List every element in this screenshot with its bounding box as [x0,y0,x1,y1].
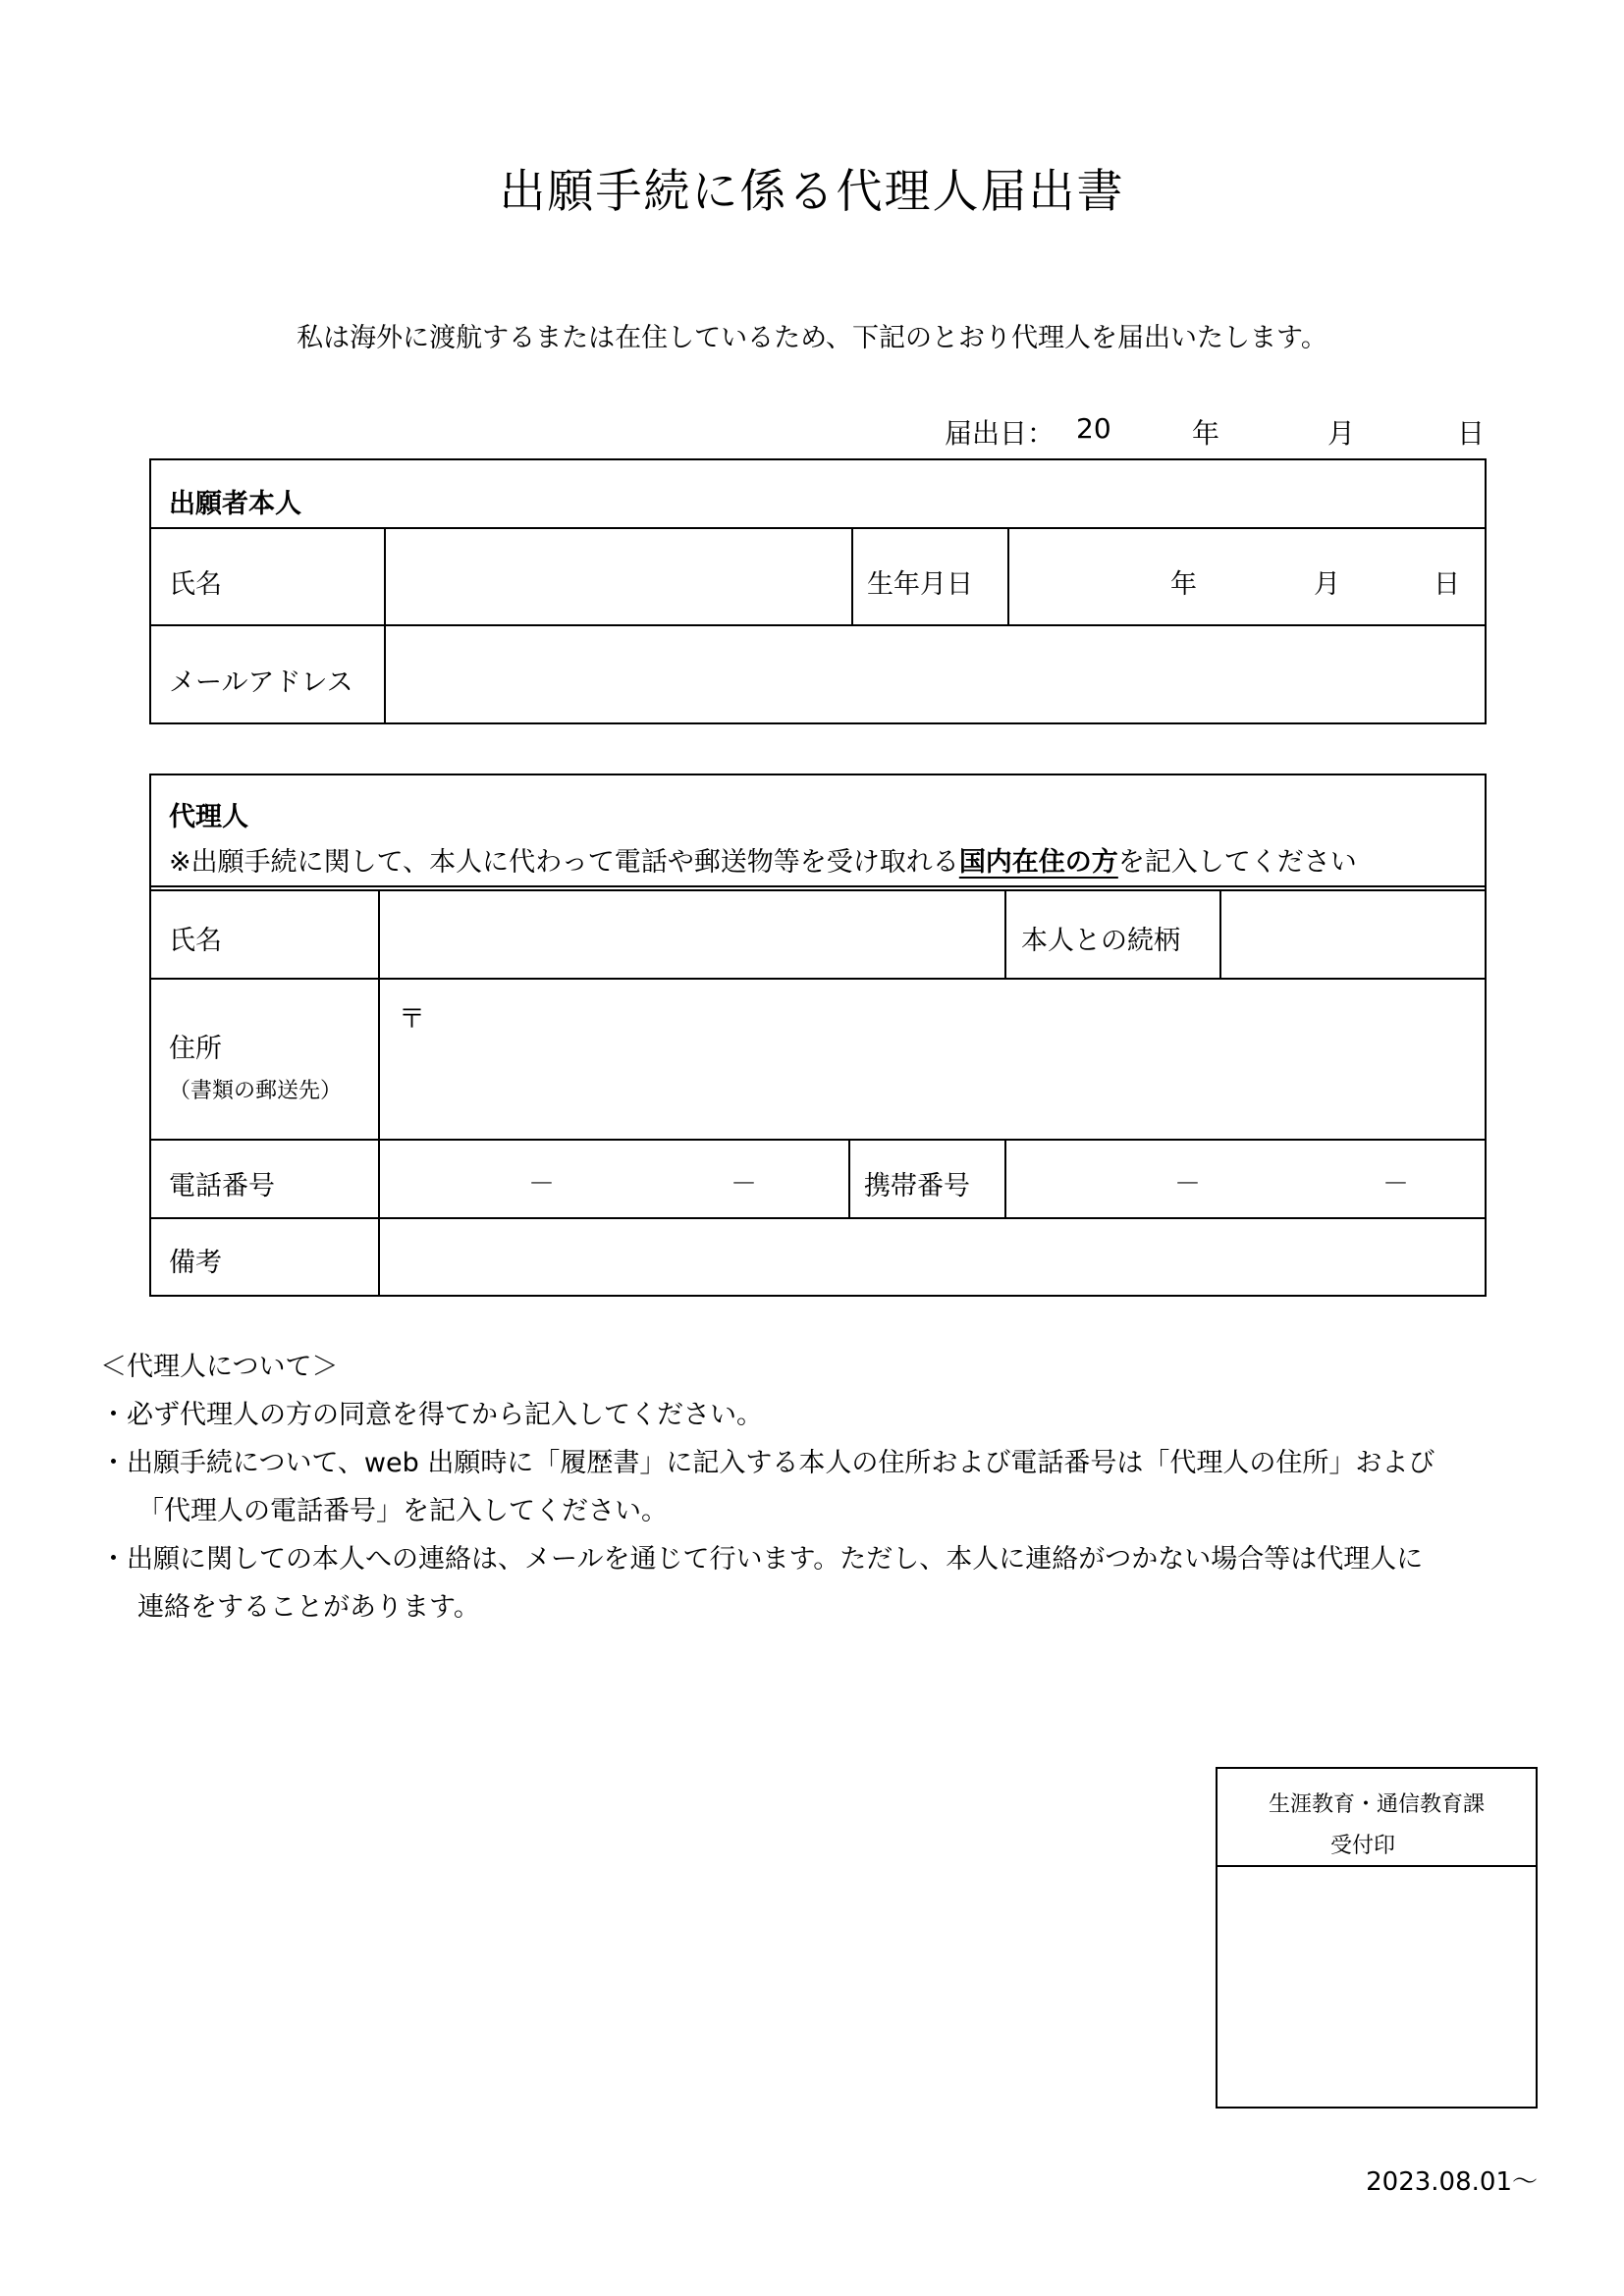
intro-statement: 私は海外に渡航するまたは在住しているため、下記のとおり代理人を届出いたします。 [297,323,1327,353]
document-title: 出願手続に係る代理人届出書 [499,165,1125,219]
notes-item-continuation: 「代理人の電話番号」を記入してください。 [137,1496,668,1526]
agent-col-divider-name [1004,889,1006,978]
applicant-table [149,458,1487,724]
submission-date-label: 届出日： [945,417,1056,450]
applicant-email-label: メールアドレス [169,667,353,698]
agent-table [149,774,1487,1297]
notes-item: ・出願に関しての本人への連絡は、メールを通じて行います。ただし、本人に連絡がつかない場合等は代理人に [100,1544,1424,1575]
notes-item: ・出願手続について、web 出願時に「履歴書」に記入する本人の住所および電話番号は「代理人の住所」および [100,1448,1435,1478]
agent-mobile-label: 携帯番号 [864,1171,970,1201]
applicant-col-divider-3 [1007,527,1009,624]
applicant-col-divider [384,527,386,722]
submission-month-field[interactable] [1229,410,1324,446]
agent-name-label: 氏名 [169,926,222,956]
applicant-birthdate-field[interactable] [1011,529,1483,623]
submission-date-month: 月 [1327,417,1356,450]
notes-heading: ＜代理人について＞ [100,1352,339,1382]
agent-notes [100,1343,1435,1631]
applicant-birth-month: 月 [1314,569,1340,600]
submission-day-field[interactable] [1365,410,1453,446]
notes-item: ・必ず代理人の方の同意を得てから記入してください。 [100,1400,763,1430]
submission-year-field[interactable] [1110,410,1188,446]
agent-phone-field[interactable] [382,1141,846,1215]
agent-note-emphasis: 国内在住の方 [958,847,1118,878]
submission-date-day: 日 [1457,417,1486,450]
reception-stamp-box [1216,1767,1538,2109]
applicant-name-label: 氏名 [169,569,222,600]
applicant-col-divider-2 [851,527,853,624]
agent-remarks-field[interactable] [382,1219,1483,1295]
agent-phone-dash-1: － [528,1169,555,1200]
agent-mobile-field[interactable] [1008,1141,1483,1215]
agent-col-divider-mobile [1004,1139,1006,1217]
agent-col-divider-phone [848,1139,850,1217]
stamp-area[interactable] [1218,1867,1536,2107]
applicant-birthdate-label: 生年月日 [867,569,973,600]
agent-note-suffix: を記入してください [1117,847,1357,878]
agent-mobile-dash-2: － [1382,1169,1409,1200]
agent-name-field[interactable] [382,891,1002,976]
agent-section-title: 代理人 [169,802,248,832]
submission-date-era: 20 [1076,412,1111,445]
notes-item-continuation: 連絡をすることがあります。 [137,1592,480,1623]
applicant-email-field[interactable] [388,626,1483,721]
applicant-birth-day: 日 [1434,569,1460,600]
agent-phone-label: 電話番号 [169,1171,275,1201]
agent-col-divider-relation [1219,889,1221,978]
agent-relation-label: 本人との続柄 [1021,926,1180,956]
revision-date: 2023.08.01～ [1366,2167,1538,2197]
submission-date-year: 年 [1192,417,1220,450]
agent-note [169,840,1357,879]
agent-address-sub-label: （書類の郵送先） [169,1079,343,1103]
agent-remarks-label: 備考 [169,1248,222,1278]
agent-mobile-dash-1: － [1174,1169,1201,1200]
agent-phone-dash-2: － [731,1169,757,1200]
agent-col-divider [378,889,380,1295]
stamp-dept-label: 生涯教育・通信教育課 [1268,1792,1485,1817]
applicant-name-field[interactable] [388,529,849,623]
agent-divider-header-a [151,885,1485,887]
agent-note-prefix: ※出願手続に関して、本人に代わって電話や郵送物等を受け取れる [169,847,959,878]
agent-address-label: 住所 [169,1034,222,1064]
postal-mark: 〒 [399,1004,425,1035]
applicant-section-title: 出願者本人 [169,489,301,519]
applicant-birth-year: 年 [1170,569,1197,600]
stamp-label: 受付印 [1329,1834,1395,1858]
agent-address-field[interactable] [382,980,1483,1137]
agent-relation-field[interactable] [1223,891,1483,976]
